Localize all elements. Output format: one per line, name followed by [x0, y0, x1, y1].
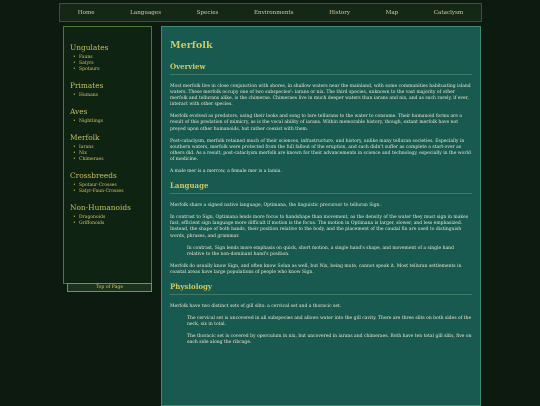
nav-species[interactable]: Species — [196, 9, 219, 16]
overview-paragraph: Post-cataclysm, merfolk retained much of their sciences, infrastructure, and history, unlike many telluran societies. Especially in southern waters, merfolk were protected from the full fallout of the eruption, and such didn't suffer as complete a start-over as others did. As a result, post-cataclysm merfolk are known for their advancements in science and technology, especially in the world of medicine. — [170, 138, 471, 162]
sidebar-heading-primates: Primates — [70, 81, 104, 90]
top-nav — [59, 3, 482, 22]
nav-history[interactable]: History — [329, 9, 351, 16]
section-heading-language: Language — [170, 181, 472, 194]
sidebar-list-aves — [70, 119, 145, 125]
overview-paragraph: Merfolk evolved as predators, using their looks and song to lure tellurans to the water to consume. Their humanoid forms are a result of this predation of mimicry, as is the vocal ability of iarans. Within memorable history, though, extant merfolk have not preyed upon other humanoids, but rather coexist with them. — [170, 114, 462, 132]
sidebar-heading-crossbreeds: Crossbreeds — [70, 171, 117, 180]
sidebar-link-humans[interactable]: • Humans — [79, 93, 145, 99]
sidebar-list-ungulates — [70, 55, 145, 73]
language-paragraph: Merfolk do usually know Sign, and often know Solan as well, but Nix, being mute, cannot speak it. Most telluran settlements in coastal areas have large populations of people who know Sign. — [170, 263, 462, 275]
nav-cataclysm[interactable]: Cataclysm — [433, 9, 464, 16]
sidebar-list-crossbreeds — [70, 183, 145, 195]
sidebar-list-merfolk — [70, 145, 145, 163]
sidebar-link-fauns[interactable]: • Fauns — [79, 55, 145, 61]
section-heading-overview: Overview — [170, 62, 472, 75]
sidebar-link-griffonoids[interactable]: • Griffonoids — [79, 221, 145, 227]
physiology-indented-paragraph: The cervical set is uncovered in all subspecies and allows water into the gill cavity. There are three slits on both sides of the neck, six in total. — [187, 316, 472, 328]
sidebar-link-satyrs[interactable]: • Satyrs — [79, 61, 145, 67]
sidebar-heading-aves: Aves — [70, 107, 88, 116]
sidebar-list-non-humanoids — [70, 215, 145, 227]
language-paragraph: In contrast to Sign, Optimana lends more focus to handshape than movement, as the density of the water they must sign in makes fast, efficient sign language more difficult if motion is the focus. The motion in Optimana is larger, slower, and less emphasized. Instead, the shape of both hands, their position relative to the body, and the placement of the caudal fin are used to distinguish words, phrases, and grammar. — [170, 215, 469, 239]
overview-paragraph: Most merfolk live in close conjunction with shores, in shallow waters near the mainland, with some communities habituating island waters. These merfolk occupy one of two subspecies¹: iarans or nix. The third species, unknown to the vast majority of other merfolk and tellurans alike, is the chimerae. Chimeraes live in much deeper waters than iarans and nix, and as such rarely, if ever, interact with other species. — [170, 84, 471, 108]
physiology-indented-paragraph: The thoracic set is covered by operculum in nix, but uncovered in iarans and chimeraes. Both have ten total gill slits, five on each side along the ribcage. — [187, 334, 472, 346]
top-of-page-button[interactable]: Top of Page — [67, 283, 152, 292]
language-indented-paragraph: In contrast, Sign lends more emphasis on quick, short motion, a single hand's shape, and movement of a single hand relative to the non-dominant hand's position. — [187, 245, 454, 257]
sidebar-link-chimeraes[interactable]: • Chimeraes — [79, 157, 145, 163]
nav-map[interactable]: Map — [385, 9, 399, 16]
language-paragraph: Merfolk share a signed native language, Optimana, the linguistic precursor to telluran Sign. — [170, 203, 381, 209]
physiology-paragraph: Merfolk have two distinct sets of gill slits: a cervical set and a thoracic set. — [170, 303, 342, 309]
species-sidebar — [63, 26, 152, 284]
sidebar-list-primates — [70, 93, 145, 99]
sidebar-heading-non-humanoids: Non-Humanoids — [70, 203, 131, 212]
nav-environments[interactable]: Environments — [253, 9, 294, 16]
section-heading-physiology: Physiology — [170, 282, 472, 295]
sidebar-link-nightlings[interactable]: • Nightlings — [79, 119, 145, 125]
overview-paragraph: A male mer is a merrow, a female mer is a lamia. — [170, 169, 282, 175]
nav-languages[interactable]: Languages — [130, 9, 162, 16]
sidebar-link-dragonoids[interactable]: • Dragonoids — [79, 215, 145, 221]
sidebar-heading-merfolk: Merfolk — [70, 133, 100, 142]
sidebar-link-nix[interactable]: • Nix — [79, 151, 145, 157]
main-content — [161, 26, 481, 406]
nav-home[interactable]: Home — [77, 9, 95, 16]
sidebar-link-spotaur-crosses[interactable]: • Spotaur-Crosses — [79, 183, 145, 189]
sidebar-heading-ungulates: Ungulates — [70, 43, 109, 52]
page-title: Merfolk — [170, 40, 213, 51]
sidebar-link-iarans[interactable]: • Iarans — [79, 145, 145, 151]
sidebar-link-spotaurs[interactable]: • Spotaurs — [79, 67, 145, 73]
sidebar-link-satyr-faun-crosses[interactable]: • Satyr-Faun-Crosses — [79, 189, 145, 195]
